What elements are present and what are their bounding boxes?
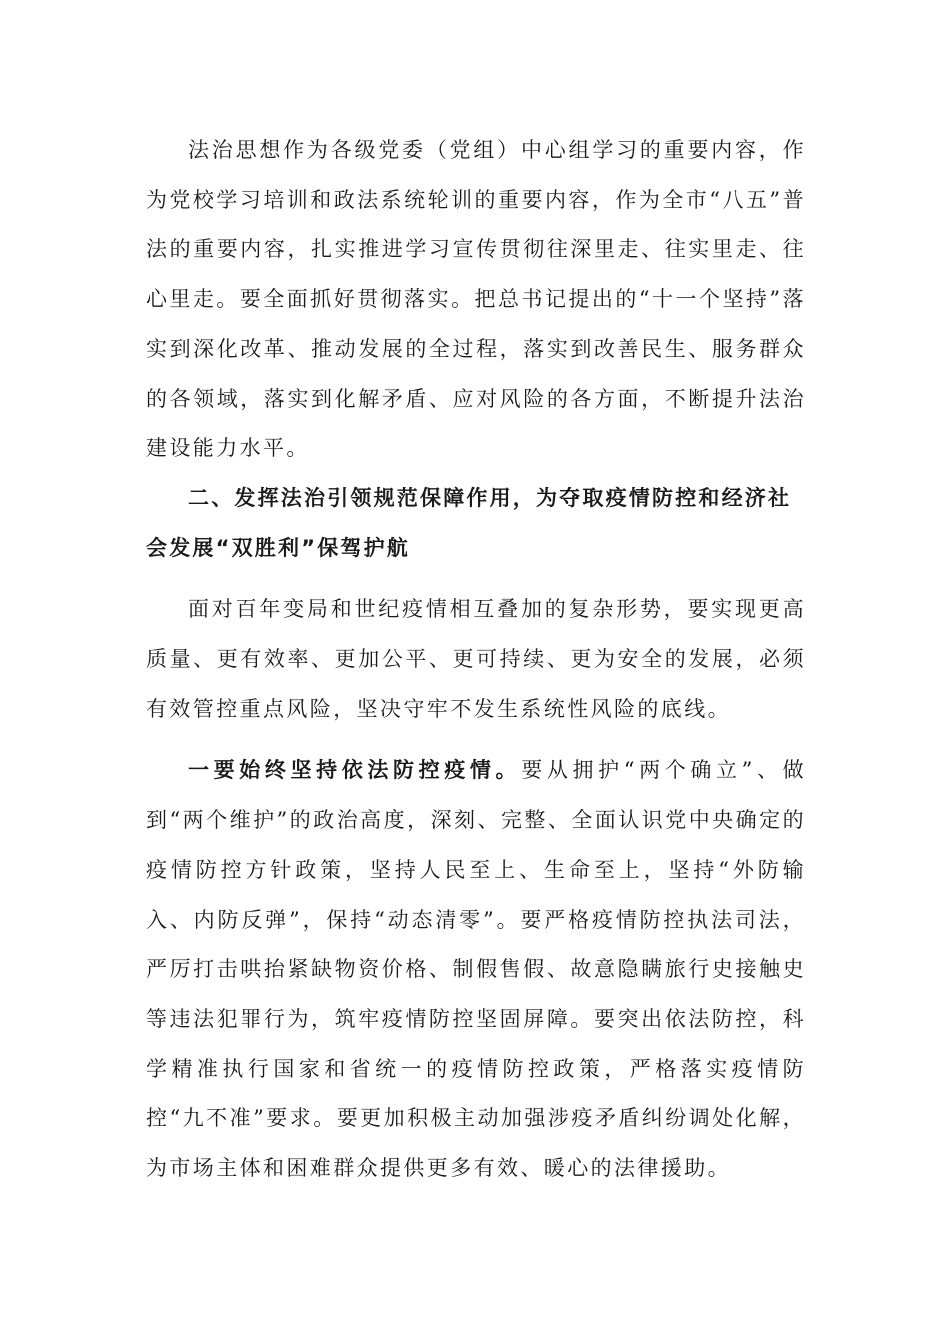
paragraph-epidemic-body: 要从拥护“两个确立”、做到“两个维护”的政治高度，深刻、完整、全面认识党中央确定的疫情防控方针政策，坚持人民至上、生命至上，坚持“外防输入、内防反弹”，保持“动态清零”。要严格疫情防控执法司法，严厉打击哄抬紧缺物资价格、制假售假、故意隐瞒旅行史接触史等违法犯罪行为，筑牢疫情防控坚固屏障。要突出依法防控，科学精准执行国家和省统一的疫情防控政策，严格落实疫情防控“九不准”要求。要更加积极主动加强涉疫矛盾纠纷调处化解，为市场主体和困难群众提供更多有效、暖心的法律援助。 bbox=[146, 758, 806, 1181]
paragraph-epidemic-control bbox=[146, 746, 806, 1193]
paragraph-law-study: 法治思想作为各级党委（党组）中心组学习的重要内容，作为党校学习培训和政法系统轮训的重要内容，作为全市“八五”普法的重要内容，扎实推进学习宣传贯彻往深里走、往实里走、往心里走。要全面抓好贯彻落实。把总书记提出的“十一个坚持”落实到深化改革、推动发展的全过程，落实到改善民生、服务群众的各领域，落实到化解矛盾、应对风险的各方面，不断提升法治建设能力水平。 bbox=[146, 138, 806, 461]
paragraph-complex-situation: 面对百年变局和世纪疫情相互叠加的复杂形势，要实现更高质量、更有效率、更加公平、更可持续、更为安全的发展，必须有效管控重点风险，坚决守牢不发生系统性风险的底线。 bbox=[146, 597, 806, 721]
paragraph-lead-bold: 一要始终坚持依法防控疫情。 bbox=[188, 758, 522, 783]
section-heading-2: 二、发挥法治引领规范保障作用，为夺取疫情防控和经济社会发展“双胜利”保驾护航 bbox=[146, 485, 792, 560]
document-body bbox=[146, 126, 806, 1194]
